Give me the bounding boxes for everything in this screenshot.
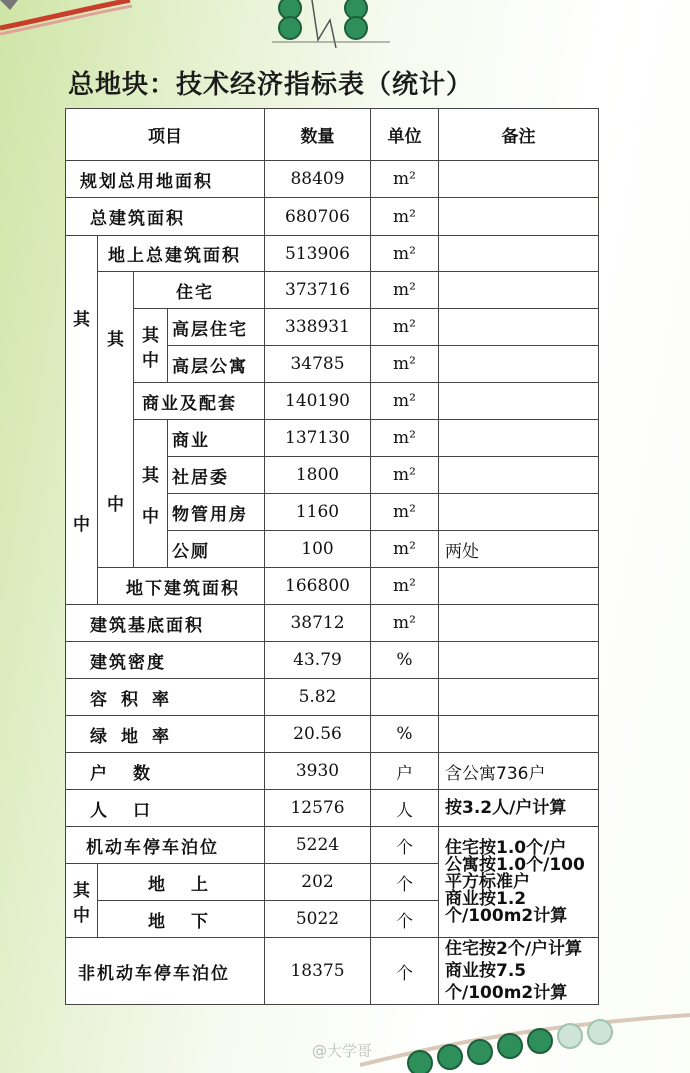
row-note bbox=[439, 161, 599, 198]
row-label: 地下 bbox=[98, 901, 265, 938]
row-unit: m² bbox=[371, 198, 439, 236]
row-label: 公厕 bbox=[168, 531, 265, 568]
parking-note-line: 公寓按1.0个/100平方标准户 bbox=[445, 854, 585, 892]
row-label: 非机动车停车泊位 bbox=[66, 938, 265, 1005]
header-quantity: 数量 bbox=[265, 109, 371, 161]
header-note: 备注 bbox=[439, 109, 599, 161]
row-value: 38712 bbox=[265, 605, 371, 642]
watermark-text: @大学哥 bbox=[312, 1042, 373, 1060]
table-row bbox=[66, 568, 599, 605]
qizhong-residential-label bbox=[134, 309, 168, 383]
row-value: 20.56 bbox=[265, 716, 371, 753]
table-row bbox=[66, 309, 599, 346]
qizhong-subgroup-label bbox=[98, 272, 134, 568]
row-note bbox=[439, 679, 599, 716]
row-value: 1800 bbox=[265, 457, 371, 494]
row-unit: m² bbox=[371, 457, 439, 494]
row-value: 137130 bbox=[265, 420, 371, 457]
row-label: 社居委 bbox=[168, 457, 265, 494]
bottom-decoration-illustration bbox=[360, 1005, 690, 1073]
row-label: 地上 bbox=[98, 864, 265, 901]
row-value: 166800 bbox=[265, 568, 371, 605]
row-value: 12576 bbox=[265, 790, 371, 827]
row-note bbox=[439, 198, 599, 236]
zhong-char: 中 bbox=[107, 494, 124, 515]
zhong-char: 中 bbox=[73, 905, 90, 926]
row-label: 人口 bbox=[66, 790, 265, 827]
row-note: 含公寓736户 bbox=[439, 753, 599, 790]
table-row bbox=[66, 198, 599, 236]
row-value: 680706 bbox=[265, 198, 371, 236]
row-value: 43.79 bbox=[265, 642, 371, 679]
row-value: 513906 bbox=[265, 236, 371, 272]
row-label: 物管用房 bbox=[168, 494, 265, 531]
row-value: 202 bbox=[265, 864, 371, 901]
row-label: 规划总用地面积 bbox=[66, 161, 265, 198]
row-value: 1160 bbox=[265, 494, 371, 531]
row-unit: m² bbox=[371, 605, 439, 642]
row-note bbox=[439, 642, 599, 679]
qi-char: 其 bbox=[142, 465, 159, 486]
table-row bbox=[66, 383, 599, 420]
row-label: 地上总建筑面积 bbox=[98, 236, 265, 272]
page-title: 总地块：技术经济指标表（统计） bbox=[68, 70, 474, 100]
row-value: 100 bbox=[265, 531, 371, 568]
row-value: 5224 bbox=[265, 827, 371, 864]
row-value: 34785 bbox=[265, 346, 371, 383]
row-note bbox=[439, 716, 599, 753]
row-label: 容积率 bbox=[66, 679, 265, 716]
table-row bbox=[66, 716, 599, 753]
row-unit: m² bbox=[371, 346, 439, 383]
row-label: 建筑密度 bbox=[66, 642, 265, 679]
row-value: 3930 bbox=[265, 753, 371, 790]
row-unit: m² bbox=[371, 236, 439, 272]
row-label: 机动车停车泊位 bbox=[66, 827, 265, 864]
qizhong-commercial-label bbox=[134, 420, 168, 568]
row-unit: m² bbox=[371, 531, 439, 568]
table-row bbox=[66, 161, 599, 198]
row-unit: % bbox=[371, 716, 439, 753]
row-unit bbox=[371, 679, 439, 716]
table-row bbox=[66, 272, 599, 309]
header-unit: 单位 bbox=[371, 109, 439, 161]
table-row bbox=[66, 420, 599, 457]
nonmotor-note-line: 住宅按2个/户计算 bbox=[445, 939, 583, 959]
row-unit: 个 bbox=[371, 827, 439, 864]
row-note: 两处 bbox=[439, 531, 599, 568]
row-unit: 个 bbox=[371, 864, 439, 901]
zhong-char: 中 bbox=[142, 350, 159, 371]
row-note bbox=[439, 605, 599, 642]
row-value: 5.82 bbox=[265, 679, 371, 716]
table-row bbox=[66, 236, 599, 272]
top-decoration-illustration bbox=[0, 0, 420, 55]
row-unit: m² bbox=[371, 568, 439, 605]
nonmotor-note bbox=[439, 938, 599, 1005]
row-unit: m² bbox=[371, 420, 439, 457]
zhong-char: 中 bbox=[142, 506, 159, 527]
row-unit: m² bbox=[371, 161, 439, 198]
row-unit: m² bbox=[371, 383, 439, 420]
row-unit: 户 bbox=[371, 753, 439, 790]
row-value: 140190 bbox=[265, 383, 371, 420]
parking-note bbox=[439, 827, 599, 938]
row-note bbox=[439, 420, 599, 457]
row-note bbox=[439, 383, 599, 420]
nonmotor-note-line: 商业按7.5个/100m2计算 bbox=[445, 961, 568, 1003]
qi-char: 其 bbox=[142, 325, 159, 346]
row-note bbox=[439, 309, 599, 346]
row-value: 18375 bbox=[265, 938, 371, 1005]
row-note bbox=[439, 272, 599, 309]
row-note bbox=[439, 494, 599, 531]
row-value: 373716 bbox=[265, 272, 371, 309]
row-note bbox=[439, 236, 599, 272]
table-row bbox=[66, 827, 599, 864]
row-label: 总建筑面积 bbox=[66, 198, 265, 236]
row-note: 按3.2人/户计算 bbox=[439, 790, 599, 827]
table-header-row bbox=[66, 109, 599, 161]
zhong-char: 中 bbox=[73, 515, 90, 535]
table-row bbox=[66, 753, 599, 790]
qizhong-parking-label bbox=[66, 864, 98, 938]
parking-note-line: 住宅按1.0个/户 bbox=[445, 837, 567, 858]
qizhong-group-label bbox=[66, 236, 98, 605]
row-label: 建筑基底面积 bbox=[66, 605, 265, 642]
row-label: 商业 bbox=[168, 420, 265, 457]
row-unit: m² bbox=[371, 272, 439, 309]
row-unit: 个 bbox=[371, 901, 439, 938]
qi-char: 其 bbox=[73, 880, 90, 901]
row-note bbox=[439, 568, 599, 605]
row-unit: 人 bbox=[371, 790, 439, 827]
table-row bbox=[66, 938, 599, 1005]
row-label: 地下建筑面积 bbox=[98, 568, 265, 605]
header-item: 项目 bbox=[66, 109, 265, 161]
row-value: 338931 bbox=[265, 309, 371, 346]
row-note bbox=[439, 457, 599, 494]
table-row bbox=[66, 642, 599, 679]
row-unit: 个 bbox=[371, 938, 439, 1005]
row-label: 高层公寓 bbox=[168, 346, 265, 383]
row-unit: m² bbox=[371, 494, 439, 531]
row-unit: % bbox=[371, 642, 439, 679]
row-label: 商业及配套 bbox=[134, 383, 265, 420]
row-value: 88409 bbox=[265, 161, 371, 198]
table-row bbox=[66, 679, 599, 716]
qi-char: 其 bbox=[73, 310, 90, 330]
row-value: 5022 bbox=[265, 901, 371, 938]
qi-char: 其 bbox=[107, 329, 124, 350]
row-note bbox=[439, 346, 599, 383]
row-label: 户数 bbox=[66, 753, 265, 790]
row-unit: m² bbox=[371, 309, 439, 346]
row-label: 绿地率 bbox=[66, 716, 265, 753]
technical-economic-indicators-table bbox=[65, 108, 599, 1005]
row-label: 住宅 bbox=[134, 272, 265, 309]
table-row bbox=[66, 605, 599, 642]
parking-note-line: 商业按1.2个/100m2计算 bbox=[445, 888, 568, 926]
table-row bbox=[66, 790, 599, 827]
row-label: 高层住宅 bbox=[168, 309, 265, 346]
